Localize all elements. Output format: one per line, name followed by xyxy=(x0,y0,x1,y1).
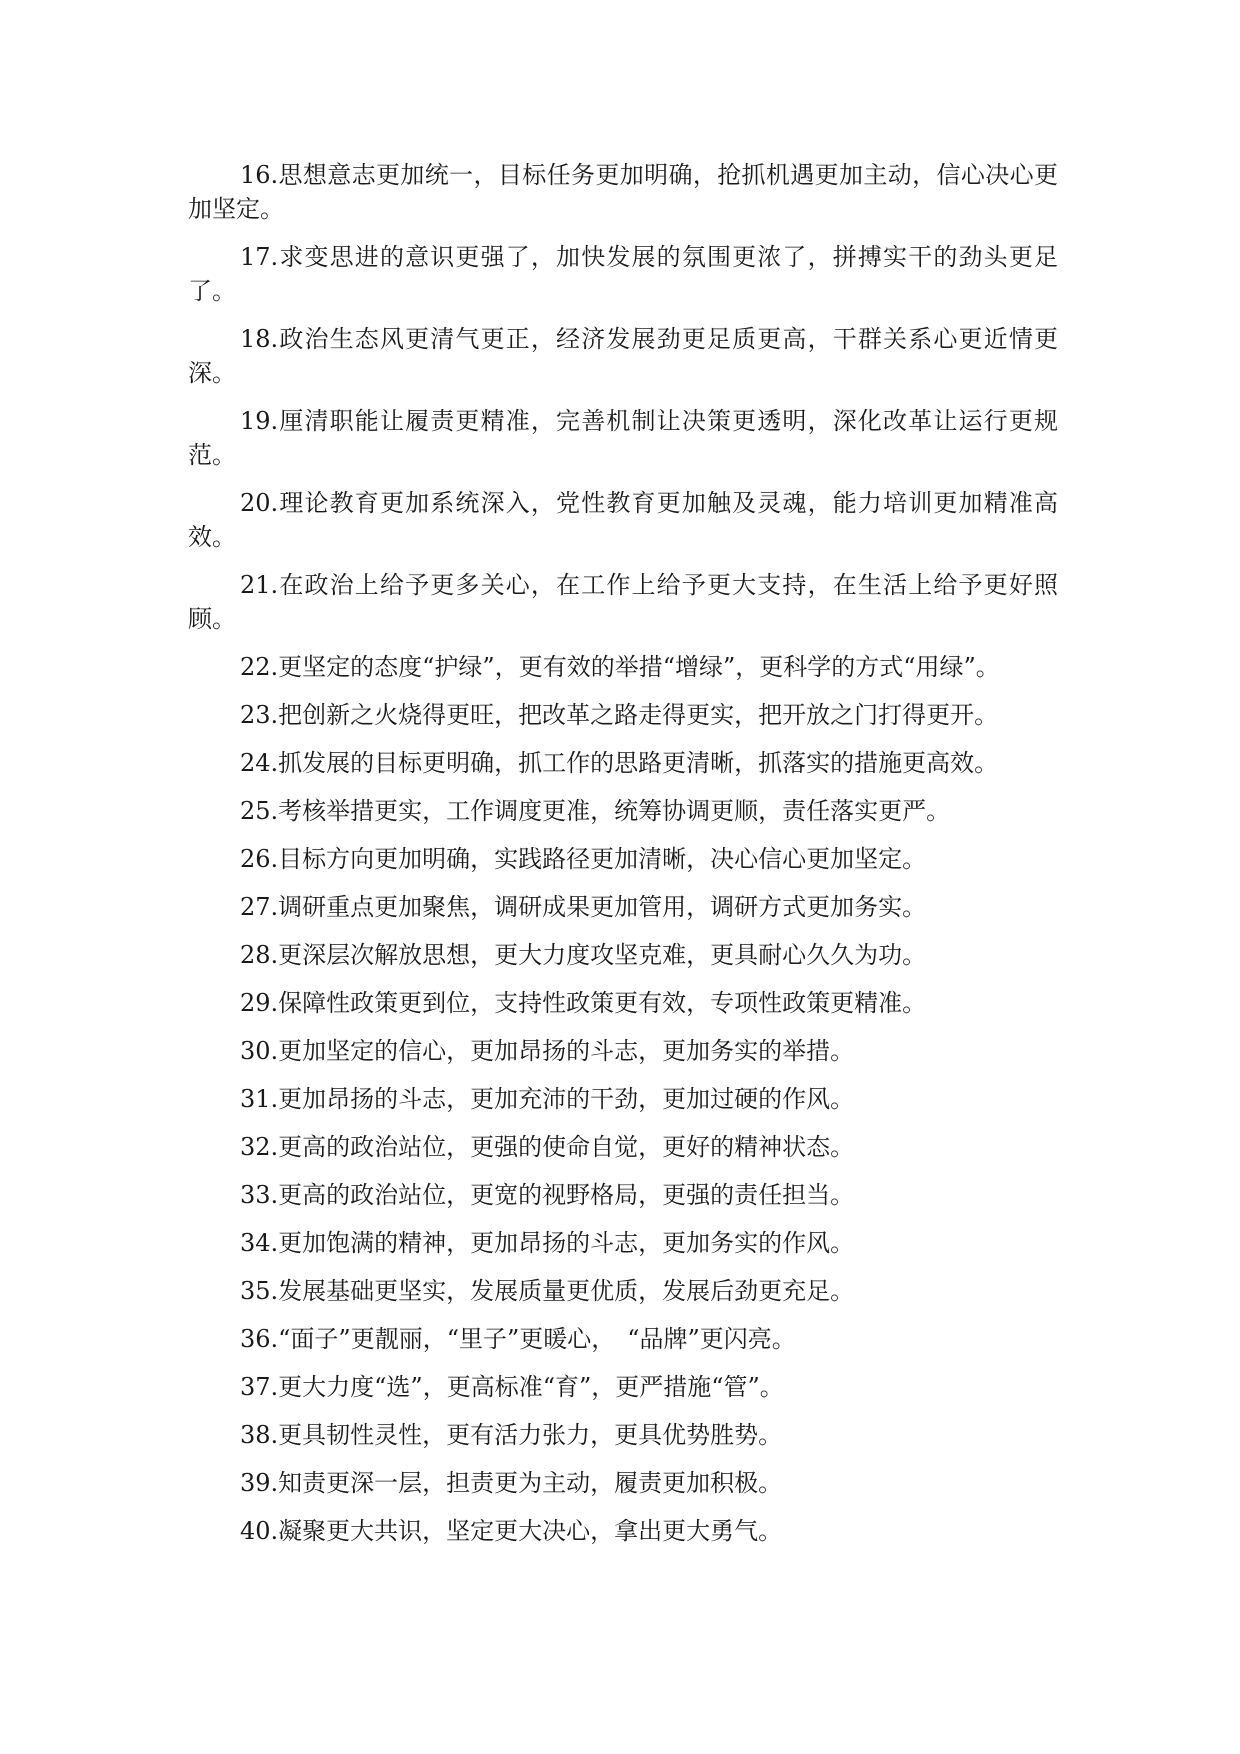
document-body xyxy=(188,158,1058,1562)
list-item: 19.厘清职能让履责更精准，完善机制让决策更透明，深化改革让运行更规范。 xyxy=(188,407,1058,469)
list-item: 28.更深层次解放思想，更大力度攻坚克难，更具耐心久久为功。 xyxy=(240,941,927,969)
list-item: 16.思想意志更加统一，目标任务更加明确，抢抓机遇更加主动，信心决心更加坚定。 xyxy=(188,161,1058,223)
list-item: 26.目标方向更加明确，实践路径更加清晰，决心信心更加坚定。 xyxy=(240,845,927,873)
list-item: 33.更高的政治站位，更宽的视野格局，更强的责任担当。 xyxy=(240,1181,855,1209)
list-item: 18.政治生态风更清气更正，经济发展劲更足质更高，干群关系心更近情更深。 xyxy=(188,325,1058,387)
list-item: 37.更大力度“选”，更高标准“育”，更严措施“管”。 xyxy=(240,1373,784,1401)
list-item: 39.知责更深一层，担责更为主动，履责更加积极。 xyxy=(240,1469,783,1497)
list-item: 32.更高的政治站位，更强的使命自觉，更好的精神状态。 xyxy=(240,1133,855,1161)
list-item: 30.更加坚定的信心，更加昂扬的斗志，更加务实的举措。 xyxy=(240,1037,855,1065)
list-item: 23.把创新之火烧得更旺，把改革之路走得更实，把开放之门打得更开。 xyxy=(240,701,999,729)
list-item: 38.更具韧性灵性，更有活力张力，更具优势胜势。 xyxy=(240,1421,783,1449)
list-item: 35.发展基础更坚实，发展质量更优质，发展后劲更充足。 xyxy=(240,1277,855,1305)
list-item: 25.考核举措更实，工作调度更准，统筹协调更顺，责任落实更严。 xyxy=(240,797,951,825)
list-item: 27.调研重点更加聚焦，调研成果更加管用，调研方式更加务实。 xyxy=(240,893,927,921)
list-item: 20.理论教育更加系统深入，党性教育更加触及灵魂，能力培训更加精准高效。 xyxy=(188,489,1058,551)
list-item: 17.求变思进的意识更强了，加快发展的氛围更浓了，拼搏实干的劲头更足了。 xyxy=(188,243,1058,305)
list-item: 36.“面子”更靓丽，“里子”更暖心， “品牌”更闪亮。 xyxy=(240,1325,796,1353)
list-item: 21.在政治上给予更多关心，在工作上给予更大支持，在生活上给予更好照顾。 xyxy=(188,571,1058,633)
list-item: 34.更加饱满的精神，更加昂扬的斗志，更加务实的作风。 xyxy=(240,1229,855,1257)
list-item: 24.抓发展的目标更明确，抓工作的思路更清晰，抓落实的措施更高效。 xyxy=(240,749,999,777)
list-item: 29.保障性政策更到位，支持性政策更有效，专项性政策更精准。 xyxy=(240,989,927,1017)
list-item: 22.更坚定的态度“护绿”，更有效的举措“增绿”，更科学的方式“用绿”。 xyxy=(240,653,1000,681)
list-item: 31.更加昂扬的斗志，更加充沛的干劲，更加过硬的作风。 xyxy=(240,1085,855,1113)
list-item: 40.凝聚更大共识，坚定更大决心，拿出更大勇气。 xyxy=(240,1517,783,1545)
